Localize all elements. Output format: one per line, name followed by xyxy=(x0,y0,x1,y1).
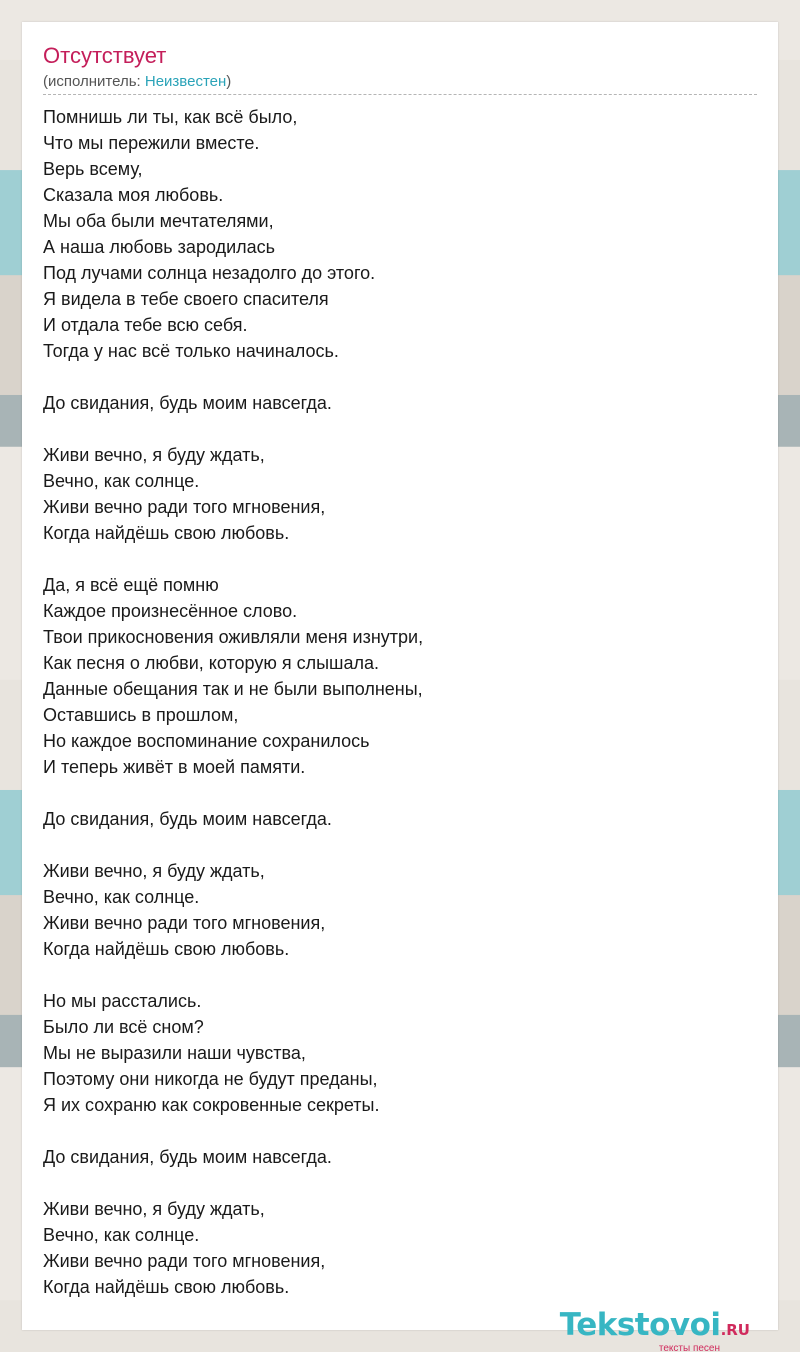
lyric-line: Живи вечно, я буду ждать, xyxy=(43,861,265,881)
site-logo[interactable] xyxy=(560,1308,750,1352)
lyric-line: Мы оба были мечтателями, xyxy=(43,211,274,231)
lyric-line: Было ли всё сном? xyxy=(43,1017,204,1037)
stanza-break xyxy=(43,364,757,390)
artist-prefix: (исполнитель: xyxy=(43,73,145,90)
lyric-line: Тогда у нас всё только начиналось. xyxy=(43,341,339,361)
artist-suffix: ) xyxy=(226,73,232,90)
lyric-line: Живи вечно, я буду ждать, xyxy=(43,1199,265,1219)
stanza-break xyxy=(43,962,757,988)
lyric-line: Верь всему, xyxy=(43,159,143,179)
lyric-line: Живи вечно, я буду ждать, xyxy=(43,445,265,465)
lyric-line: Под лучами солнца незадолго до этого. xyxy=(43,263,376,283)
lyric-line: И теперь живёт в моей памяти. xyxy=(43,757,306,777)
lyric-line: Живи вечно ради того мгновения, xyxy=(43,497,326,517)
lyric-line: А наша любовь зародилась xyxy=(43,237,276,257)
lyric-line: Когда найдёшь свою любовь. xyxy=(43,523,290,543)
lyric-line: Как песня о любви, которую я слышала. xyxy=(43,653,379,673)
stanza-break xyxy=(43,780,757,806)
lyric-line: И отдала тебе всю себя. xyxy=(43,315,248,335)
lyric-line: Я видела в тебе своего спасителя xyxy=(43,289,329,309)
lyric-line: До свидания, будь моим навсегда. xyxy=(43,1147,332,1167)
logo-tagline: тексты песен xyxy=(658,1343,720,1352)
lyric-line: Я их сохраню как сокровенные секреты. xyxy=(43,1095,380,1115)
stanza-break xyxy=(43,832,757,858)
lyric-line: Да, я всё ещё помню xyxy=(43,575,219,595)
lyric-line: Но мы расстались. xyxy=(43,991,202,1011)
lyric-line: Вечно, как солнце. xyxy=(43,1225,200,1245)
artist-link[interactable]: Неизвестен xyxy=(144,73,227,90)
lyric-line: Живи вечно ради того мгновения, xyxy=(43,1251,326,1271)
logo-wordmark xyxy=(560,1308,750,1347)
lyric-line: Поэтому они никогда не будут преданы, xyxy=(43,1069,378,1089)
artist-line xyxy=(43,73,231,90)
song-title: Отсутствует xyxy=(43,43,167,68)
lyrics-text xyxy=(43,104,757,1300)
lyric-line: Сказала моя любовь. xyxy=(43,185,224,205)
logo-tld: .RU xyxy=(720,1321,750,1339)
dashed-divider xyxy=(43,94,757,95)
stanza-break xyxy=(43,546,757,572)
lyric-line: Но каждое воспоминание сохранилось xyxy=(43,731,370,751)
lyric-line: До свидания, будь моим навсегда. xyxy=(43,393,332,413)
lyric-line: Вечно, как солнце. xyxy=(43,471,200,491)
stanza-break xyxy=(43,1118,757,1144)
lyric-line: Данные обещания так и не были выполнены, xyxy=(43,679,423,699)
lyric-line: Когда найдёшь свою любовь. xyxy=(43,1277,290,1297)
lyrics-card xyxy=(22,22,778,1352)
lyric-line: Живи вечно ради того мгновения, xyxy=(43,913,326,933)
lyric-line: Твои прикосновения оживляли меня изнутри, xyxy=(43,627,424,647)
lyric-line: Что мы пережили вместе. xyxy=(43,133,260,153)
logo-name: Tekstovoi xyxy=(559,1307,721,1343)
lyric-line: Каждое произнесённое слово. xyxy=(43,601,298,621)
lyric-line: Когда найдёшь свою любовь. xyxy=(43,939,290,959)
lyric-line: Оставшись в прошлом, xyxy=(43,705,239,725)
lyric-line: Мы не выразили наши чувства, xyxy=(43,1043,306,1063)
lyric-line: Помнишь ли ты, как всё было, xyxy=(43,107,298,127)
lyric-line: Вечно, как солнце. xyxy=(43,887,200,907)
stanza-break xyxy=(43,1170,757,1196)
stanza-break xyxy=(43,416,757,442)
lyric-line: До свидания, будь моим навсегда. xyxy=(43,809,332,829)
